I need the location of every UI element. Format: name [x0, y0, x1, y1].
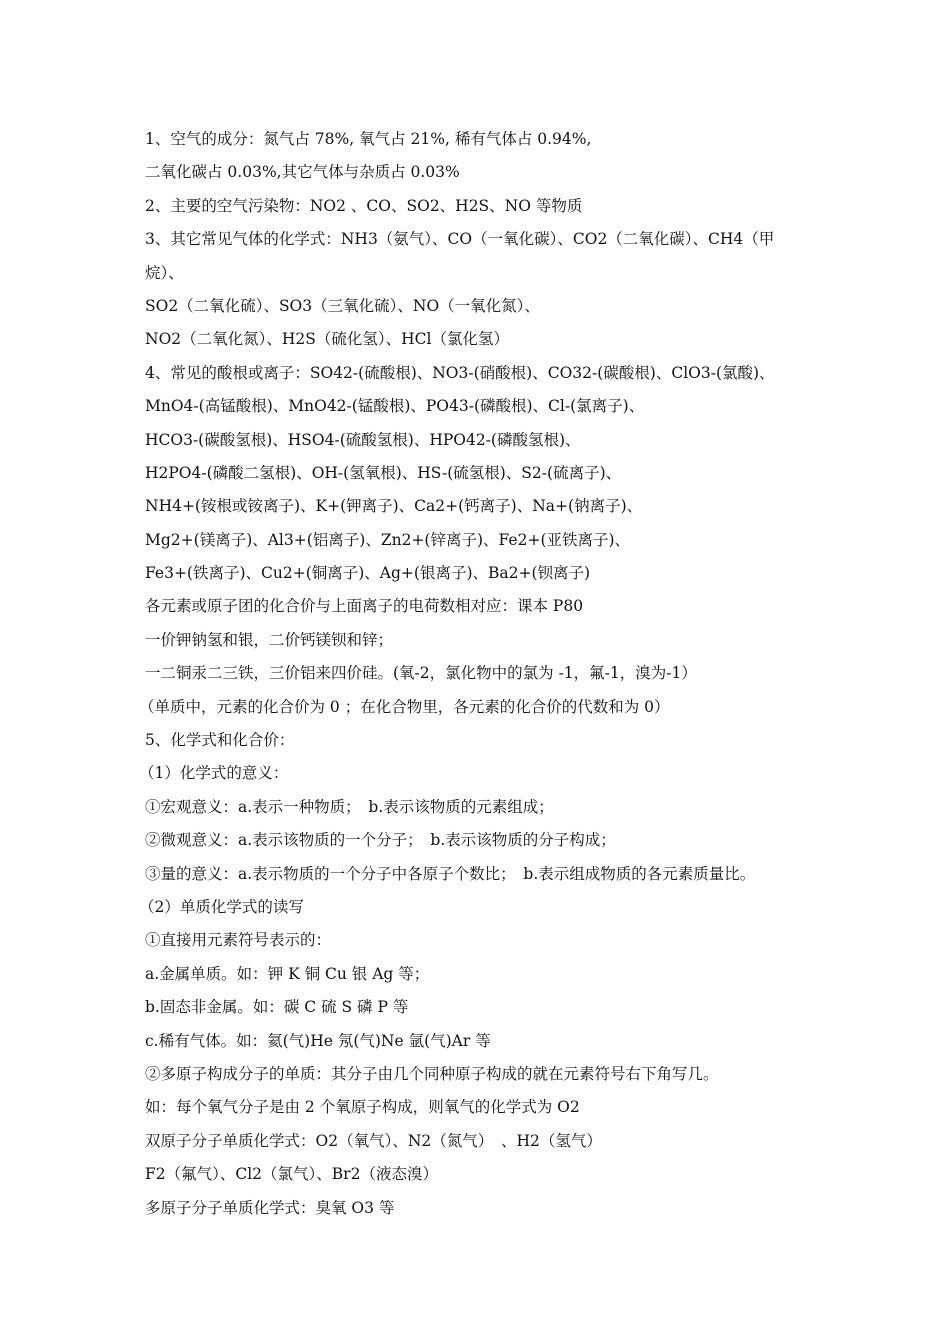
line-26: a.金属单质。如：钾 K 铜 Cu 银 Ag 等； [145, 964, 430, 983]
line-30: 如：每个氧气分子是由 2 个氧原子构成，则氧气的化学式为 O2 [145, 1098, 580, 1117]
line-13: Mg2+(镁离子)、Al3+(铝离子)、Zn2+(锌离子)、Fe2+(亚铁离子)、 [145, 530, 631, 549]
line-15: 各元素或原子团的化合价与上面离子的电荷数相对应：课本 P80 [145, 597, 584, 616]
line-29: ②多原子构成分子的单质：其分子由几个同种原子构成的就在元素符号右下角写几。 [145, 1064, 719, 1083]
line-17: 一二铜汞二三铁，三价铝来四价硅。(氧-2，氯化物中的氯为 -1，氟-1，溴为-1） [145, 664, 697, 683]
line-21: ①宏观意义：a.表示一种物质； b.表示该物质的元素组成； [145, 797, 554, 816]
line-7: NO2（二氧化氮）、H2S（硫化氢）、HCl（氯化氢） [145, 330, 509, 349]
line-16: 一价钾钠氢和银，二价钙镁钡和锌； [145, 630, 394, 649]
line-2: 二氧化碳占 0.03%,其它气体与杂质占 0.03% [145, 163, 460, 182]
line-3: 2、主要的空气污染物：NO2 、CO、SO2、H2S、NO 等物质 [145, 196, 583, 215]
line-18: （单质中，元素的化合价为 0 ；在化合物里，各元素的化合价的代数和为 0） [139, 697, 670, 716]
line-12: NH4+(铵根或铵离子)、K+(钾离子)、Ca2+(钙离子)、Na+(钠离子)、 [145, 497, 643, 516]
line-31: 双原子分子单质化学式：O2（氧气）、N2（氮气） 、H2（氢气） [145, 1131, 602, 1150]
line-14: Fe3+(铁离子)、Cu2+(铜离子)、Ag+(银离子)、Ba2+(钡离子) [145, 564, 591, 583]
line-20: （1）化学式的意义： [139, 764, 289, 783]
line-9: MnO4-(高锰酸根)、MnO42-(锰酸根)、PO43-(磷酸根)、Cl-(氯离子)、 [145, 397, 645, 416]
line-25: ①直接用元素符号表示的： [145, 931, 332, 950]
line-32: F2（氟气）、Cl2（氯气）、Br2（液态溴） [145, 1165, 438, 1184]
line-33: 多原子分子单质化学式：臭氧 O3 等 [145, 1198, 395, 1217]
line-27: b.固态非金属。如：碳 C 硫 S 磷 P 等 [145, 998, 409, 1017]
line-24: （2）单质化学式的读写 [139, 897, 304, 916]
line-23: ③量的意义：a.表示物质的一个分子中各原子个数比； b.表示组成物质的各元素质量比。 [145, 864, 756, 883]
line-4: 3、其它常见气体的化学式：NH3（氨气）、CO（一氧化碳）、CO2（二氧化碳）、CH4（甲 [145, 230, 775, 249]
line-19: 5、化学式和化合价： [145, 731, 295, 750]
line-1: 1、空气的成分：氮气占 78%, 氧气占 21%, 稀有气体占 0.94%, [145, 130, 592, 148]
line-28: c.稀有气体。如：氦(气)He 氖(气)Ne 氩(气)Ar 等 [145, 1031, 491, 1050]
line-8: 4、常见的酸根或离子：SO42-(硫酸根)、NO3-(硝酸根)、CO32-(碳酸根)、ClO3-(氯酸)、 [145, 363, 775, 382]
line-6: SO2（二氧化硫）、SO3（三氧化硫）、NO（一氧化氮）、 [145, 296, 540, 315]
line-5: 烷）、 [145, 263, 184, 282]
line-10: HCO3-(碳酸氢根)、HSO4-(硫酸氢根)、HPO42-(磷酸氢根)、 [145, 430, 581, 449]
line-22: ②微观意义：a.表示该物质的一个分子； b.表示该物质的分子构成； [145, 831, 616, 850]
line-11: H2PO4-(磷酸二氢根)、OH-(氢氧根)、HS-(硫氢根)、S2-(硫离子)、 [145, 463, 622, 482]
document-body [139, 123, 825, 1225]
